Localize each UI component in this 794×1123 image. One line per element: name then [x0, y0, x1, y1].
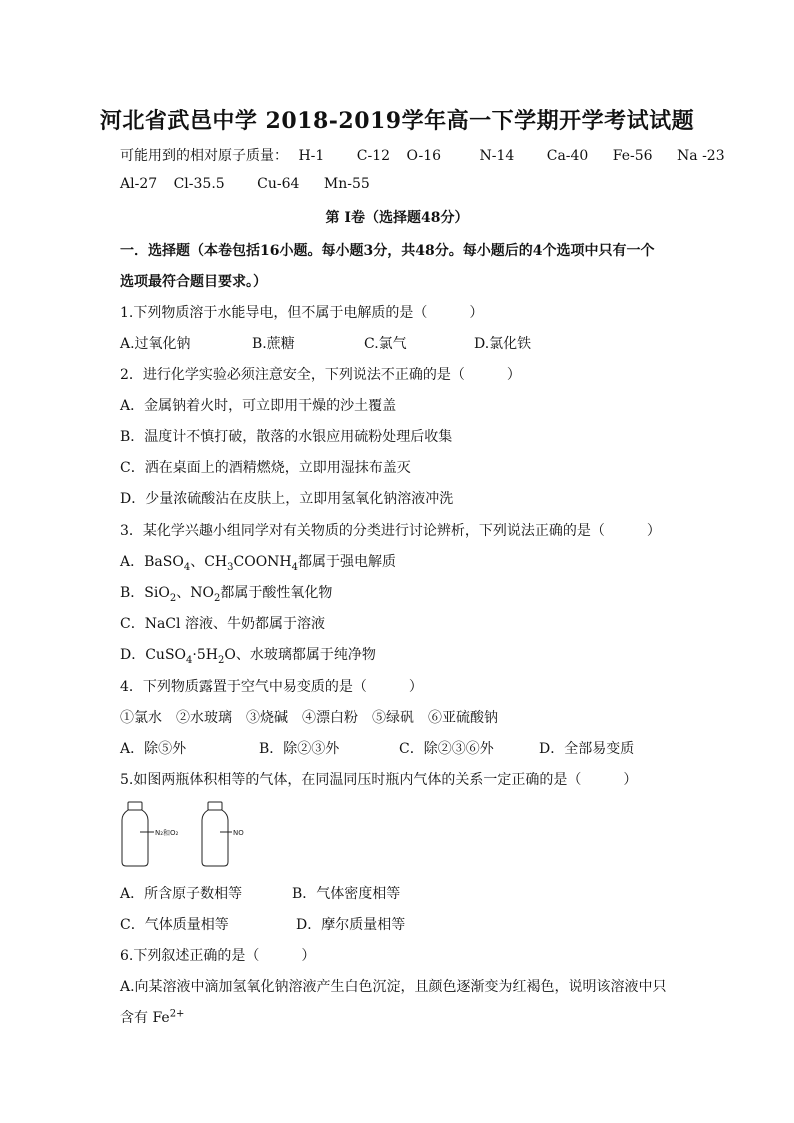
q3-option-b	[120, 582, 754, 604]
q5-option-b: B．气体密度相等	[292, 886, 401, 902]
mass-item: Al-27	[120, 176, 158, 192]
text: 、NO	[176, 585, 214, 601]
q4-option-b: B．除②③外	[259, 741, 340, 757]
text: COONH	[233, 554, 292, 570]
subscript: 4	[291, 561, 299, 573]
q6-option-a-line-2	[120, 1007, 754, 1027]
text: ·5H	[192, 647, 218, 663]
mass-item: Fe-56	[612, 148, 653, 164]
atomic-mass-line-2	[120, 176, 754, 192]
text: B．SiO	[120, 585, 170, 601]
text: 含有 Fe	[120, 1010, 170, 1026]
q1-option-a: A.过氧化钠	[120, 336, 191, 352]
subscript: 2	[169, 592, 177, 604]
q1-option-c: C.氯气	[364, 336, 407, 352]
q3-option-a	[120, 551, 754, 573]
text: D．CuSO	[120, 647, 187, 663]
q4-option-a: A．除⑤外	[120, 741, 187, 757]
gas-bottles-figure	[120, 800, 260, 870]
q3-option-c: C．NaCl 溶液、牛奶都属于溶液	[120, 616, 325, 632]
instruction-line-2: 选项最符合题目要求。）	[120, 274, 267, 290]
mass-item: Mn-55	[323, 176, 370, 192]
subscript: 3	[227, 561, 234, 573]
q2-option-d: D．少量浓硫酸沾在皮肤上，立即用氢氧化钠溶液冲洗	[120, 491, 454, 507]
q4-items: ①氯水 ②水玻璃 ③烧碱 ④漂白粉 ⑤绿矾 ⑥亚硫酸钠	[120, 710, 498, 726]
q5-options-row-2	[120, 914, 754, 934]
text: A．BaSO	[120, 554, 184, 570]
q6-option-a-line-1: A.向某溶液中滴加氢氧化钠溶液产生白色沉淀，且颜色逐渐变为红褐色，说明该溶液中只	[120, 979, 667, 995]
page-title: 河北省武邑中学 2018-2019学年高一下学期开学考试试题	[99, 108, 695, 134]
subscript: 2	[213, 592, 221, 604]
q1-option-b: B.蔗糖	[252, 336, 295, 352]
section-heading: 第 I卷（选择题48分）	[325, 210, 469, 226]
q3-option-d	[120, 644, 754, 666]
text: 、CH	[190, 554, 228, 570]
bottle-2-label: NO	[233, 829, 244, 837]
q5-option-a: A．所含原子数相等	[120, 886, 243, 902]
bottle-1	[122, 802, 154, 866]
q1-stem: 1.下列物质溶于水能导电，但不属于电解质的是（ ）	[120, 305, 484, 321]
mass-item: Cl-35.5	[173, 176, 225, 192]
q1-option-d: D.氯化铁	[474, 336, 532, 352]
q2-option-c: C．洒在桌面上的酒精燃烧，立即用湿抹布盖灭	[120, 460, 411, 476]
q4-option-d: D．全部易变质	[539, 741, 635, 757]
mass-item: C-12	[356, 148, 391, 164]
mass-item: Ca-40	[546, 148, 589, 164]
text: 都属于酸性氧化物	[220, 585, 333, 601]
q4-options	[120, 738, 754, 758]
mass-item: H-1	[298, 148, 325, 164]
q3-stem: 3．某化学兴趣小组同学对有关物质的分类进行讨论辨析，下列说法正确的是（ ）	[120, 523, 661, 539]
superscript: 2+	[169, 1008, 185, 1020]
q2-stem: 2．进行化学实验必须注意安全，下列说法不正确的是（ ）	[120, 367, 521, 383]
q4-option-c: C．除②③⑥外	[399, 741, 494, 757]
mass-item: Cu-64	[257, 176, 300, 192]
bottle-1-label: N₂和O₂	[155, 829, 179, 837]
q5-options-row-1	[120, 883, 754, 903]
q4-stem: 4．下列物质露置于空气中易变质的是（ ）	[120, 679, 423, 695]
text: 都属于强电解质	[298, 554, 397, 570]
q5-option-c: C．气体质量相等	[120, 917, 229, 933]
text: O、水玻璃都属于纯净物	[224, 647, 376, 663]
q5-option-d: D．摩尔质量相等	[296, 917, 406, 933]
subscript: 4	[186, 654, 193, 666]
mass-item: N-14	[479, 148, 515, 164]
atomic-mass-line-1	[120, 145, 754, 165]
q5-stem: 5.如图两瓶体积相等的气体，在同温同压时瓶内气体的关系一定正确的是（ ）	[120, 772, 638, 788]
subscript: 4	[183, 561, 191, 573]
atomic-mass-label: 可能用到的相对原子质量：	[120, 148, 288, 164]
bottle-2	[202, 802, 232, 866]
subscript: 2	[217, 654, 225, 666]
q2-option-a: A．金属钠着火时，可立即用干燥的沙土覆盖	[120, 398, 397, 414]
q1-options	[120, 333, 754, 353]
instruction-line-1: 一．选择题（本卷包括16小题。每小题3分，共48分。每小题后的4个选项中只有一个	[120, 243, 655, 259]
q2-option-b: B．温度计不慎打破，散落的水银应用硫粉处理后收集	[120, 429, 453, 445]
mass-item: O-16	[406, 148, 442, 164]
mass-item: Na -23	[677, 148, 725, 164]
q6-stem: 6.下列叙述正确的是（ ）	[120, 948, 316, 964]
bottles-svg	[120, 800, 260, 870]
